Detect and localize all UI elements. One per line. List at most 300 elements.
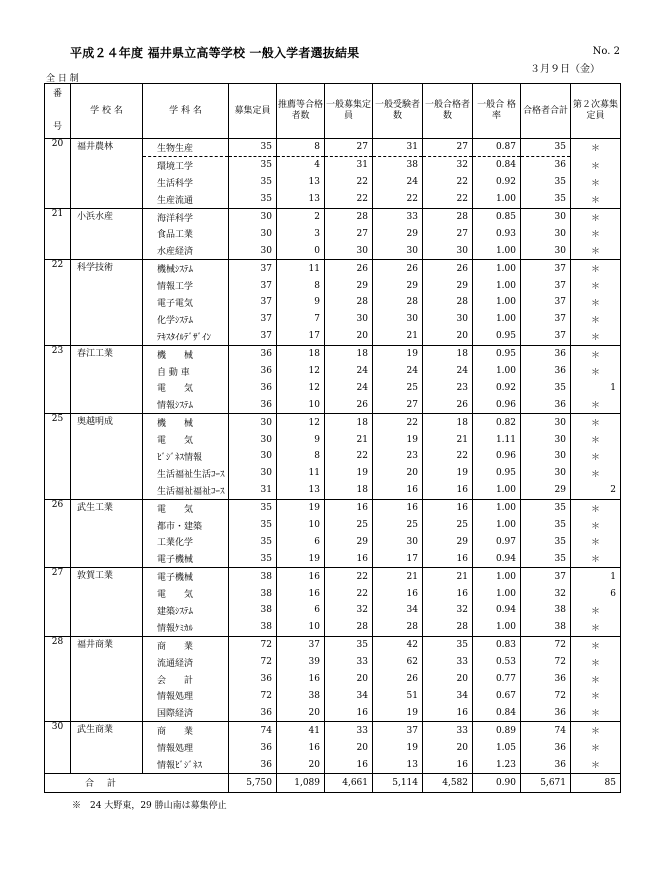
page-title: 平成２４年度 福井県立高等学校 一般入学者選抜結果 [70, 46, 360, 60]
general-applicants-cell: 20 [373, 465, 423, 482]
department-name: 生活科学 [143, 174, 229, 191]
school-number: 27 [45, 568, 71, 585]
school-number [45, 225, 71, 242]
second-recruitment-cell: ＊ [571, 208, 621, 225]
general-pass-rate-cell: 1.11 [473, 431, 521, 448]
recommended-passed-cell: 41 [277, 722, 325, 739]
header-general-capacity: 一般募集定員 [325, 84, 373, 139]
general-applicants-cell: 22 [373, 191, 423, 208]
second-recruitment-cell: ＊ [571, 465, 621, 482]
header-total-passed: 合格者合計 [521, 84, 571, 139]
general-capacity-cell: 24 [325, 363, 373, 380]
school-number [45, 671, 71, 688]
general-applicants-cell: 21 [373, 328, 423, 345]
general-passed-cell: 16 [423, 482, 473, 499]
recommended-passed-cell: 9 [277, 431, 325, 448]
school-name [71, 602, 143, 619]
table-row [45, 533, 621, 550]
second-recruitment-cell: ＊ [571, 704, 621, 721]
table-row [45, 550, 621, 567]
general-passed-cell: 35 [423, 636, 473, 653]
second-recruitment-cell: ＊ [571, 602, 621, 619]
department-name: 生物生産 [143, 139, 229, 157]
school-number [45, 739, 71, 756]
school-number [45, 482, 71, 499]
general-passed-cell: 30 [423, 242, 473, 259]
general-capacity-cell: 19 [325, 465, 373, 482]
header-second-recruitment: 第２次募集定員 [571, 84, 621, 139]
second-recruitment-cell: ＊ [571, 756, 621, 773]
capacity-cell: 30 [229, 431, 277, 448]
general-applicants-cell: 37 [373, 722, 423, 739]
table-row [45, 619, 621, 636]
general-pass-rate-cell: 0.95 [473, 328, 521, 345]
total-passed-cell: 36 [521, 156, 571, 173]
recommended-passed-cell: 19 [277, 550, 325, 567]
table-row [45, 396, 621, 413]
capacity-cell: 36 [229, 704, 277, 721]
total-recommended-passed: 1,089 [277, 773, 325, 792]
general-passed-cell: 26 [423, 396, 473, 413]
header-school: 学 校 名 [71, 84, 143, 139]
capacity-cell: 36 [229, 345, 277, 362]
general-passed-cell: 22 [423, 448, 473, 465]
recommended-passed-cell: 12 [277, 414, 325, 431]
general-capacity-cell: 16 [325, 756, 373, 773]
table-row [45, 756, 621, 773]
recommended-passed-cell: 3 [277, 225, 325, 242]
general-capacity-cell: 31 [325, 156, 373, 173]
table-row [45, 345, 621, 362]
department-name: 商 業 [143, 722, 229, 739]
school-name: 敦賀工業 [71, 568, 143, 585]
capacity-cell: 31 [229, 482, 277, 499]
general-passed-cell: 19 [423, 465, 473, 482]
school-name [71, 517, 143, 534]
general-passed-cell: 29 [423, 533, 473, 550]
recommended-passed-cell: 38 [277, 688, 325, 705]
general-passed-cell: 16 [423, 756, 473, 773]
recommended-passed-cell: 20 [277, 704, 325, 721]
second-recruitment-cell: ＊ [571, 619, 621, 636]
department-name: 化学ｼｽﾃﾑ [143, 311, 229, 328]
table-row [45, 636, 621, 653]
department-name: 情報処理 [143, 688, 229, 705]
second-recruitment-cell: ＊ [571, 139, 621, 157]
general-applicants-cell: 16 [373, 499, 423, 516]
general-applicants-cell: 19 [373, 704, 423, 721]
general-applicants-cell: 34 [373, 602, 423, 619]
recommended-passed-cell: 11 [277, 260, 325, 277]
general-capacity-cell: 22 [325, 585, 373, 602]
general-pass-rate-cell: 0.92 [473, 174, 521, 191]
total-passed-cell: 36 [521, 739, 571, 756]
page-number: No. 2 [592, 46, 620, 57]
general-pass-rate-cell: 1.00 [473, 568, 521, 585]
general-capacity-cell: 28 [325, 294, 373, 311]
second-recruitment-cell: ＊ [571, 225, 621, 242]
general-capacity-cell: 28 [325, 208, 373, 225]
school-name: 奥越明成 [71, 414, 143, 431]
department-name: 生産流通 [143, 191, 229, 208]
general-applicants-cell: 23 [373, 448, 423, 465]
general-pass-rate-cell: 1.23 [473, 756, 521, 773]
second-recruitment-cell: 1 [571, 568, 621, 585]
second-recruitment-cell: ＊ [571, 277, 621, 294]
footnote: ※ 24 大野東，29 勝山南は募集停止 [72, 801, 227, 811]
total-passed-cell: 32 [521, 585, 571, 602]
department-name: 生活福祉福祉ｺｰｽ [143, 482, 229, 499]
school-number [45, 363, 71, 380]
general-capacity-cell: 34 [325, 688, 373, 705]
school-name [71, 533, 143, 550]
capacity-cell: 30 [229, 242, 277, 259]
total-passed-cell: 36 [521, 704, 571, 721]
general-applicants-cell: 33 [373, 208, 423, 225]
total-passed-cell: 36 [521, 671, 571, 688]
total-passed-cell: 35 [521, 139, 571, 157]
total-passed-cell: 35 [521, 550, 571, 567]
total-passed-cell: 29 [521, 482, 571, 499]
department-name: 都市・建築 [143, 517, 229, 534]
header-general-passed: 一般合格者数 [423, 84, 473, 139]
recommended-passed-cell: 0 [277, 242, 325, 259]
general-passed-cell: 18 [423, 345, 473, 362]
table-row [45, 482, 621, 499]
capacity-cell: 36 [229, 756, 277, 773]
general-passed-cell: 16 [423, 585, 473, 602]
school-number [45, 550, 71, 567]
general-passed-cell: 29 [423, 277, 473, 294]
total-passed-cell: 37 [521, 328, 571, 345]
capacity-cell: 37 [229, 260, 277, 277]
results-table [44, 83, 621, 793]
total-total-passed: 5,671 [521, 773, 571, 792]
total-passed-cell: 72 [521, 654, 571, 671]
recommended-passed-cell: 16 [277, 739, 325, 756]
table-row [45, 191, 621, 208]
school-number [45, 396, 71, 413]
general-pass-rate-cell: 0.94 [473, 602, 521, 619]
general-pass-rate-cell: 0.92 [473, 379, 521, 396]
capacity-cell: 35 [229, 517, 277, 534]
total-passed-cell: 37 [521, 294, 571, 311]
total-general-passed: 4,582 [423, 773, 473, 792]
capacity-cell: 72 [229, 688, 277, 705]
second-recruitment-cell: ＊ [571, 636, 621, 653]
school-number [45, 277, 71, 294]
school-number [45, 654, 71, 671]
department-name: 商 業 [143, 636, 229, 653]
general-capacity-cell: 25 [325, 517, 373, 534]
school-name: 福井農林 [71, 139, 143, 157]
recommended-passed-cell: 9 [277, 294, 325, 311]
total-passed-cell: 37 [521, 568, 571, 585]
table-row [45, 174, 621, 191]
general-passed-cell: 33 [423, 722, 473, 739]
general-capacity-cell: 18 [325, 482, 373, 499]
table-row [45, 499, 621, 516]
capacity-cell: 35 [229, 533, 277, 550]
table-row [45, 585, 621, 602]
department-name: 海洋科学 [143, 208, 229, 225]
second-recruitment-cell: ＊ [571, 414, 621, 431]
capacity-cell: 35 [229, 191, 277, 208]
category-label: 全 日 制 [46, 74, 79, 84]
general-pass-rate-cell: 1.00 [473, 363, 521, 380]
school-name [71, 277, 143, 294]
general-pass-rate-cell: 0.84 [473, 156, 521, 173]
general-applicants-cell: 25 [373, 379, 423, 396]
total-passed-cell: 74 [521, 722, 571, 739]
total-passed-cell: 37 [521, 260, 571, 277]
department-name: 情報ｹﾐｶﾙ [143, 619, 229, 636]
general-applicants-cell: 42 [373, 636, 423, 653]
general-passed-cell: 16 [423, 499, 473, 516]
department-name: 工業化学 [143, 533, 229, 550]
general-pass-rate-cell: 1.00 [473, 517, 521, 534]
school-name [71, 585, 143, 602]
school-name: 武生商業 [71, 722, 143, 739]
general-pass-rate-cell: 0.85 [473, 208, 521, 225]
general-pass-rate-cell: 0.95 [473, 465, 521, 482]
total-passed-cell: 35 [521, 174, 571, 191]
table-row [45, 704, 621, 721]
table-row [45, 260, 621, 277]
department-name: 生活福祉生活ｺｰｽ [143, 465, 229, 482]
department-name: 情報ｼｽﾃﾑ [143, 396, 229, 413]
school-name [71, 242, 143, 259]
capacity-cell: 38 [229, 585, 277, 602]
general-pass-rate-cell: 1.00 [473, 585, 521, 602]
general-capacity-cell: 26 [325, 396, 373, 413]
total-general-pass-rate: 0.90 [473, 773, 521, 792]
department-name: 会 計 [143, 671, 229, 688]
general-passed-cell: 24 [423, 363, 473, 380]
school-name [71, 465, 143, 482]
recommended-passed-cell: 20 [277, 756, 325, 773]
table-row [45, 414, 621, 431]
second-recruitment-cell: ＊ [571, 174, 621, 191]
general-passed-cell: 28 [423, 294, 473, 311]
school-name [71, 431, 143, 448]
general-pass-rate-cell: 0.87 [473, 139, 521, 157]
school-number [45, 465, 71, 482]
general-capacity-cell: 20 [325, 739, 373, 756]
general-applicants-cell: 28 [373, 294, 423, 311]
school-name [71, 363, 143, 380]
school-number: 20 [45, 139, 71, 157]
general-capacity-cell: 21 [325, 431, 373, 448]
general-applicants-cell: 19 [373, 739, 423, 756]
general-capacity-cell: 30 [325, 311, 373, 328]
general-pass-rate-cell: 0.94 [473, 550, 521, 567]
department-name: 電 気 [143, 499, 229, 516]
capacity-cell: 38 [229, 619, 277, 636]
school-name: 科学技術 [71, 260, 143, 277]
general-passed-cell: 28 [423, 619, 473, 636]
total-passed-cell: 30 [521, 225, 571, 242]
recommended-passed-cell: 13 [277, 174, 325, 191]
second-recruitment-cell: ＊ [571, 345, 621, 362]
second-recruitment-cell: ＊ [571, 328, 621, 345]
general-pass-rate-cell: 1.00 [473, 260, 521, 277]
school-number [45, 242, 71, 259]
recommended-passed-cell: 6 [277, 602, 325, 619]
table-row [45, 688, 621, 705]
second-recruitment-cell: ＊ [571, 156, 621, 173]
school-name [71, 379, 143, 396]
second-recruitment-cell: ＊ [571, 722, 621, 739]
capacity-cell: 72 [229, 636, 277, 653]
recommended-passed-cell: 8 [277, 448, 325, 465]
table-row [45, 448, 621, 465]
table-row [45, 208, 621, 225]
header-general-pass-rate: 一般合 格 率 [473, 84, 521, 139]
second-recruitment-cell: ＊ [571, 671, 621, 688]
general-passed-cell: 28 [423, 208, 473, 225]
capacity-cell: 30 [229, 414, 277, 431]
general-capacity-cell: 33 [325, 654, 373, 671]
school-number [45, 704, 71, 721]
general-applicants-cell: 26 [373, 671, 423, 688]
school-name [71, 225, 143, 242]
recommended-passed-cell: 11 [277, 465, 325, 482]
capacity-cell: 36 [229, 379, 277, 396]
school-name [71, 328, 143, 345]
general-capacity-cell: 18 [325, 345, 373, 362]
total-label: 合 計 [45, 773, 229, 792]
general-applicants-cell: 25 [373, 517, 423, 534]
general-applicants-cell: 27 [373, 396, 423, 413]
table-row [45, 311, 621, 328]
total-passed-cell: 36 [521, 396, 571, 413]
general-pass-rate-cell: 0.53 [473, 654, 521, 671]
general-capacity-cell: 22 [325, 568, 373, 585]
capacity-cell: 35 [229, 174, 277, 191]
total-passed-cell: 72 [521, 688, 571, 705]
recommended-passed-cell: 2 [277, 208, 325, 225]
department-name: 環境工学 [143, 156, 229, 173]
total-passed-cell: 35 [521, 191, 571, 208]
general-applicants-cell: 21 [373, 568, 423, 585]
department-name: 電子電気 [143, 294, 229, 311]
general-pass-rate-cell: 0.97 [473, 533, 521, 550]
second-recruitment-cell: ＊ [571, 688, 621, 705]
recommended-passed-cell: 12 [277, 363, 325, 380]
school-number [45, 311, 71, 328]
department-name: 機 械 [143, 414, 229, 431]
general-pass-rate-cell: 0.84 [473, 704, 521, 721]
general-capacity-cell: 20 [325, 671, 373, 688]
department-name: 流通経済 [143, 654, 229, 671]
recommended-passed-cell: 16 [277, 568, 325, 585]
header-recommended-passed: 推薦等合格者数 [277, 84, 325, 139]
table-row [45, 739, 621, 756]
school-number [45, 156, 71, 173]
total-passed-cell: 30 [521, 465, 571, 482]
recommended-passed-cell: 12 [277, 379, 325, 396]
general-applicants-cell: 29 [373, 225, 423, 242]
general-pass-rate-cell: 0.93 [473, 225, 521, 242]
general-pass-rate-cell: 1.00 [473, 242, 521, 259]
department-name: 食品工業 [143, 225, 229, 242]
school-number: 28 [45, 636, 71, 653]
general-capacity-cell: 29 [325, 277, 373, 294]
general-applicants-cell: 62 [373, 654, 423, 671]
school-number [45, 191, 71, 208]
general-passed-cell: 32 [423, 156, 473, 173]
second-recruitment-cell: ＊ [571, 448, 621, 465]
school-name: 春江工業 [71, 345, 143, 362]
general-capacity-cell: 16 [325, 499, 373, 516]
capacity-cell: 36 [229, 396, 277, 413]
capacity-cell: 35 [229, 139, 277, 157]
second-recruitment-cell: ＊ [571, 396, 621, 413]
general-capacity-cell: 16 [325, 550, 373, 567]
table-row [45, 517, 621, 534]
general-pass-rate-cell: 1.00 [473, 191, 521, 208]
general-applicants-cell: 38 [373, 156, 423, 173]
general-passed-cell: 16 [423, 550, 473, 567]
general-pass-rate-cell: 0.96 [473, 396, 521, 413]
general-pass-rate-cell: 0.82 [473, 414, 521, 431]
general-pass-rate-cell: 1.00 [473, 277, 521, 294]
general-capacity-cell: 22 [325, 191, 373, 208]
total-passed-cell: 38 [521, 619, 571, 636]
table-row [45, 225, 621, 242]
total-general-applicants: 5,114 [373, 773, 423, 792]
school-name [71, 191, 143, 208]
general-applicants-cell: 13 [373, 756, 423, 773]
total-general-capacity: 4,661 [325, 773, 373, 792]
general-applicants-cell: 51 [373, 688, 423, 705]
capacity-cell: 35 [229, 550, 277, 567]
school-name [71, 550, 143, 567]
second-recruitment-cell: ＊ [571, 517, 621, 534]
table-row [45, 465, 621, 482]
table-row [45, 139, 621, 157]
school-number: 26 [45, 499, 71, 516]
total-capacity: 5,750 [229, 773, 277, 792]
department-name: 電 気 [143, 431, 229, 448]
general-capacity-cell: 27 [325, 139, 373, 157]
second-recruitment-cell: ＊ [571, 739, 621, 756]
general-applicants-cell: 28 [373, 619, 423, 636]
school-number [45, 619, 71, 636]
recommended-passed-cell: 19 [277, 499, 325, 516]
recommended-passed-cell: 10 [277, 396, 325, 413]
total-passed-cell: 35 [521, 517, 571, 534]
total-passed-cell: 35 [521, 499, 571, 516]
recommended-passed-cell: 18 [277, 345, 325, 362]
capacity-cell: 37 [229, 328, 277, 345]
general-passed-cell: 20 [423, 739, 473, 756]
department-name: 情報ﾋﾞｼﾞﾈｽ [143, 756, 229, 773]
total-second-recruitment: 85 [571, 773, 621, 792]
recommended-passed-cell: 16 [277, 585, 325, 602]
school-number: 25 [45, 414, 71, 431]
capacity-cell: 30 [229, 225, 277, 242]
table-row [45, 568, 621, 585]
second-recruitment-cell: ＊ [571, 431, 621, 448]
header-dept: 学 科 名 [143, 84, 229, 139]
general-passed-cell: 27 [423, 139, 473, 157]
header-capacity: 募集定員 [229, 84, 277, 139]
recommended-passed-cell: 10 [277, 517, 325, 534]
capacity-cell: 36 [229, 671, 277, 688]
general-capacity-cell: 35 [325, 636, 373, 653]
